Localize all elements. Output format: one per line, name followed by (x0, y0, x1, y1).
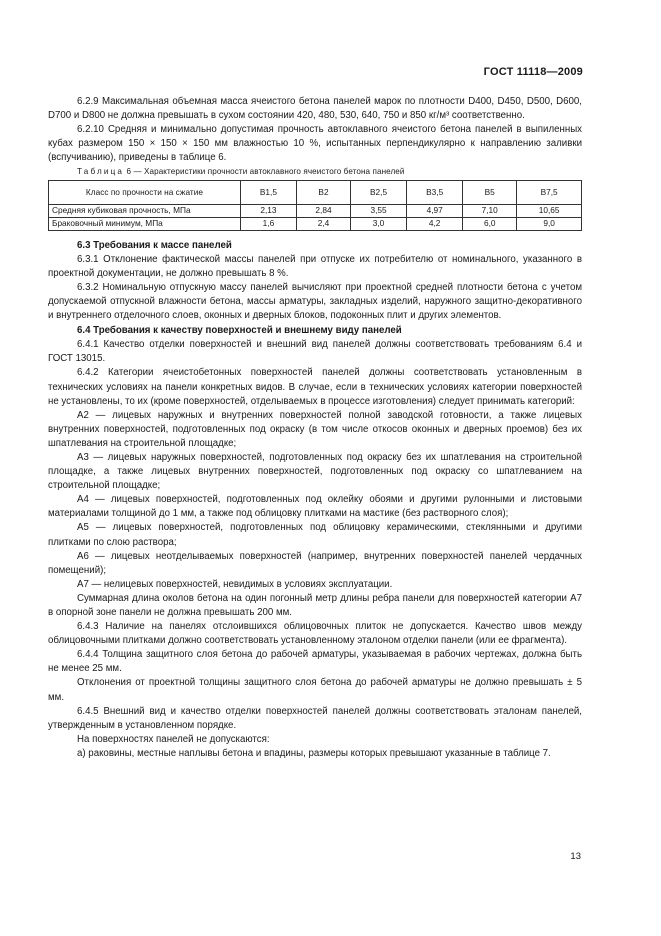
paragraph-6-4-2: 6.4.2 Категории ячеистобетонных поверхностей панелей должны соответствовать установленным в технических условиях на панели конкретных видов. В случае, если в технических условиях категории поверхностей не установлены, то их (кроме поверхностей, отделываемых в процессе изготовления) следует принимать категорий: (48, 367, 582, 407)
table-row (49, 217, 582, 230)
table-caption-text: 6 — Характеристики прочности автоклавного ячеистого бетона панелей (126, 167, 405, 177)
table-cell: 4,2 (407, 217, 463, 230)
paragraph-6-2-9: 6.2.9 Максимальная объемная масса ячеистого бетона панелей марок по плотности D400, D450, D500, D600, D700 и D800 не должна превышать в сухом состоянии 420, 480, 530, 640, 750 и 850 кг/м³ соответственно. (48, 96, 582, 122)
table-cell: 3,55 (350, 204, 406, 217)
paragraph-6-4-4: 6.4.4 Толщина защитного слоя бетона до рабочей арматуры, указываемая в рабочих чертежах, должна быть не менее 25 мм. (48, 649, 582, 675)
table-cell: 6,0 (463, 217, 517, 230)
section-title-6-4: 6.4 Требования к качеству поверхностей и внешнему виду панелей (77, 325, 402, 337)
paragraph-6-3-1: 6.3.1 Отклонение фактической массы панелей при отпуске их потребителю от номинального, указанного в проектной документации, не должно превышать 8 %. (48, 253, 582, 279)
table-header-class: В3,5 (407, 180, 463, 204)
paragraph-item-a: а) раковины, местные наплывы бетона и впадины, размеры которых превышают указанные в таблице 7. (77, 747, 551, 759)
table-cell: 7,10 (463, 204, 517, 217)
table-caption-prefix: Таблица (77, 167, 125, 177)
table-caption (48, 165, 582, 179)
paragraph-category-a5: А5 — лицевых поверхностей, подготовленных под облицовку керамическими, стеклянными и другими плитками по слою раствора; (48, 522, 582, 548)
paragraph-category-a7: А7 — нелицевых поверхностей, невидимых в условиях эксплуатации. (77, 578, 393, 590)
table-cell: 10,65 (517, 204, 582, 217)
table-cell: 2,4 (297, 217, 351, 230)
table-row-label: Средняя кубиковая прочность, МПа (49, 204, 241, 217)
paragraph-category-a4: А4 — лицевых поверхностей, подготовленных под оклейку обоями и другими рулонными и листовыми материалами толщиной до 1 мм, а также под облицовку плитками на мастике (без растворного слоя); (48, 494, 582, 520)
strength-table (48, 180, 582, 231)
paragraph-not-allowed: На поверхностях панелей не допускаются: (77, 733, 270, 745)
table-header-class: В7,5 (517, 180, 582, 204)
table-row-label: Браковочный минимум, МПа (49, 217, 241, 230)
table-header-class: В2 (297, 180, 351, 204)
section-title-6-3: 6.3 Требования к массе панелей (77, 239, 232, 251)
paragraph-cover-deviation: Отклонения от проектной толщины защитного слоя бетона до рабочей арматуры не должно превышать ± 5 мм. (48, 677, 582, 703)
table-header-class: В5 (463, 180, 517, 204)
table-cell: 9,0 (517, 217, 582, 230)
table-cell: 2,84 (297, 204, 351, 217)
document-body (48, 95, 582, 761)
table-header-class: В1,5 (240, 180, 296, 204)
paragraph-category-a6: А6 — лицевых неотделываемых поверхностей (например, внутренних поверхностей панелей чердачных помещений); (48, 550, 582, 576)
table-header-row (49, 180, 582, 204)
paragraph-6-4-3: 6.4.3 Наличие на панелях отслоившихся облицовочных плиток не допускается. Качество швов между облицовочными плитками должно соответствовать установленному эталоном отделки панели (или ее фрагмента). (48, 621, 582, 647)
paragraph-chip-length: Суммарная длина околов бетона на один погонный метр длины ребра панели для поверхностей категории А7 в опорной зоне панели не должна превышать 200 мм. (48, 592, 582, 618)
paragraph-category-a2: А2 — лицевых наружных и внутренних поверхностей полной заводской готовности, а также лицевых внутренних поверхностей, подготовленных под окраску (в том числе откосов оконных и дверных проемов) без их шпатлевания на строительной площадке; (48, 409, 582, 449)
standard-number: ГОСТ 11118—2009 (483, 66, 583, 78)
table-row (49, 204, 582, 217)
table-header-class: В2,5 (350, 180, 406, 204)
table-cell: 1,6 (240, 217, 296, 230)
paragraph-6-3-2: 6.3.2 Номинальную отпускную массу панелей вычисляют при проектной средней плотности бетона с учетом допускаемой отпускной влажности бетона, массы арматуры, закладных изделий, наружного защитно-декоративного и внутреннего отделочного слоев, оконных и дверных блоков, подоконных плит и других элементов. (48, 281, 582, 322)
paragraph-category-a3: А3 — лицевых наружных поверхностей, подготовленных под окраску без их шпатлевания на строительной площадке, а также лицевых внутренних поверхностей, подготовленных под окраску со шпатлеванием на строительной площадке; (48, 451, 582, 492)
table-cell: 3,0 (350, 217, 406, 230)
paragraph-6-2-10: 6.2.10 Средняя и минимально допустимая прочность автоклавного ячеистого бетона панелей в выпиленных кубах размером 150 × 150 × 150 мм влажностью 10 %, испытанных перпендикулярно к направлению заливки (вспучиванию), приведены в таблице 6. (48, 124, 582, 164)
table-header-label: Класс по прочности на сжатие (49, 180, 241, 204)
paragraph-6-4-1: 6.4.1 Качество отделки поверхностей и внешний вид панелей должны соответствовать требованиям 6.4 и ГОСТ 13015. (48, 339, 582, 365)
table-cell: 4,97 (407, 204, 463, 217)
paragraph-6-4-5: 6.4.5 Внешний вид и качество отделки поверхностей панелей должны соответствовать эталонам панелей, утвержденным в установленном порядке. (48, 705, 582, 731)
table-cell: 2,13 (240, 204, 296, 217)
page-number: 13 (570, 851, 581, 862)
document-header (484, 66, 583, 78)
